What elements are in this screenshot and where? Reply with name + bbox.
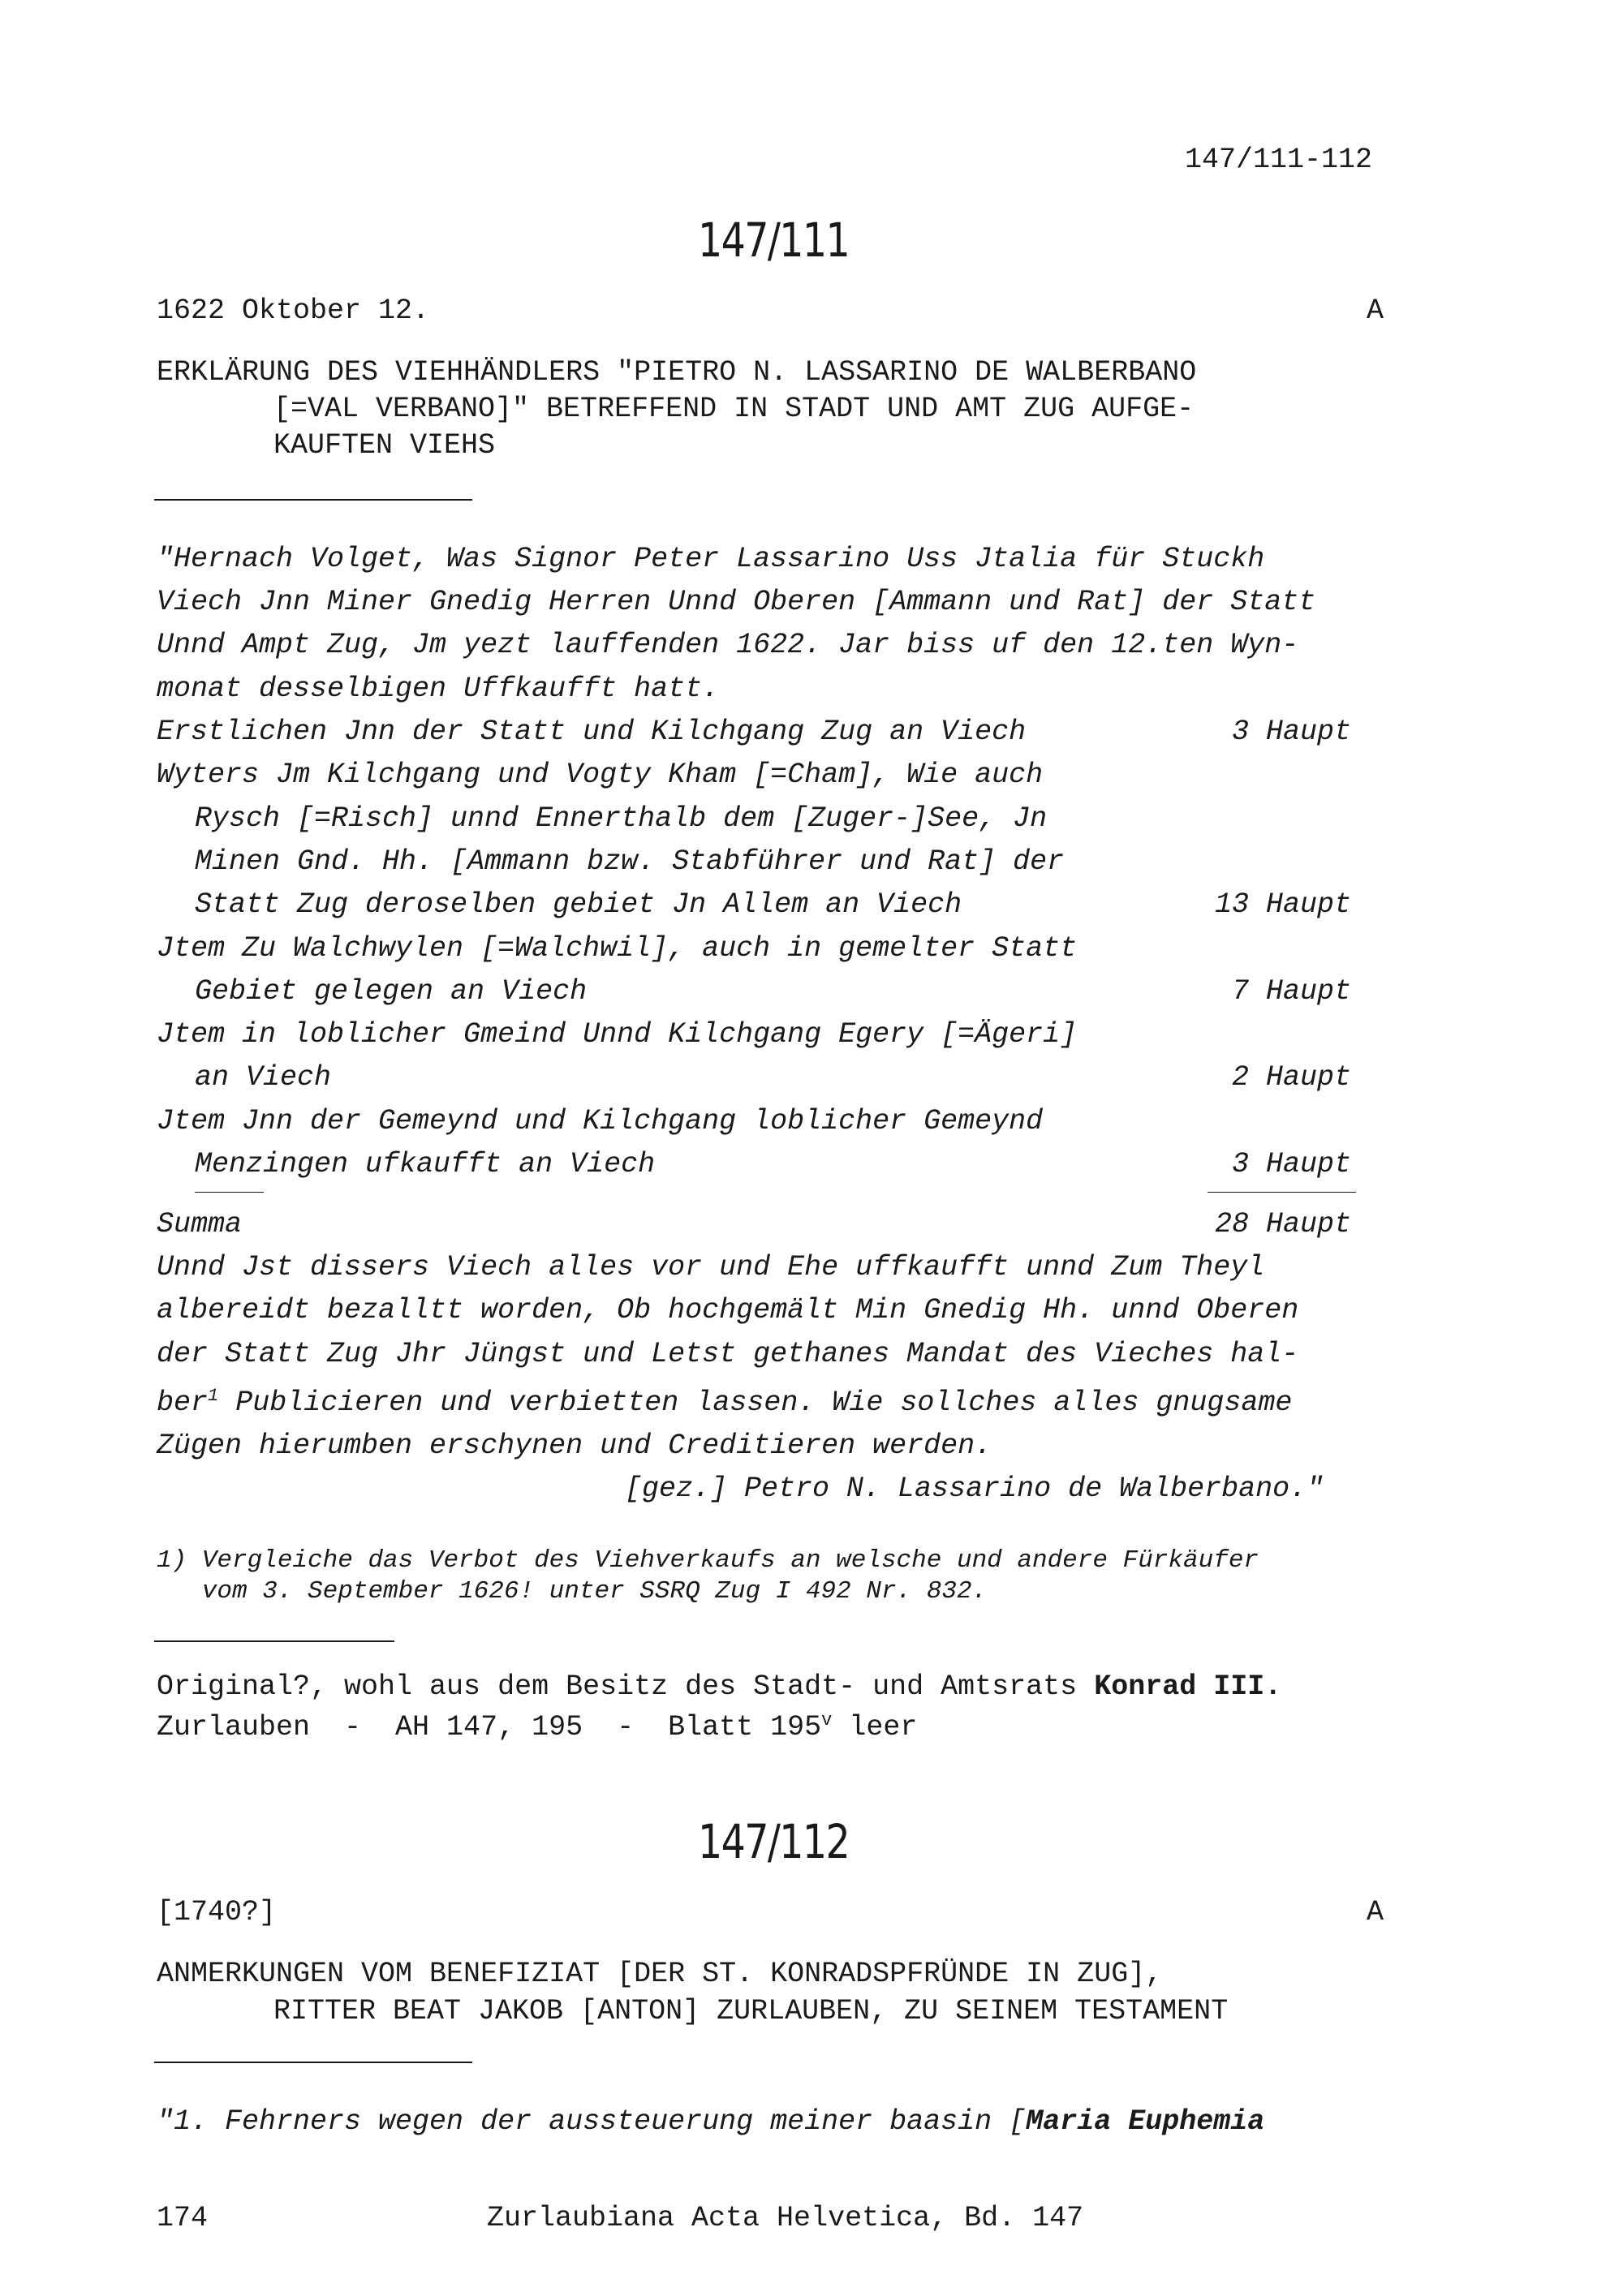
section-divider xyxy=(154,2062,472,2063)
source-line xyxy=(157,1670,1282,1703)
footnote-line: vom 3. September 1626! unter SSRQ Zug I 492 Nr. 832. xyxy=(157,1577,988,1606)
section-divider xyxy=(154,499,472,501)
source-text: Zurlauben - AH 147, 195 - Blatt 195 xyxy=(157,1711,822,1743)
footnote-ref: 1 xyxy=(208,1386,219,1406)
text-line xyxy=(157,2105,1265,2138)
source-line xyxy=(157,1712,917,1742)
page-number: 174 xyxy=(157,2202,209,2234)
item-count: 2 Haupt xyxy=(1231,1061,1351,1094)
list-item: Erstlichen Jnn der Statt und Kilchgang Zug an Viech xyxy=(157,716,1027,748)
summa-label: Summa xyxy=(157,1208,243,1240)
source-text: leer xyxy=(832,1711,918,1743)
text-line: Unnd Jst dissers Viech alles vor und Ehe uffkaufft unnd Zum Theyl xyxy=(157,1251,1265,1283)
text-line: albereidt bezalltt worden, Ob hochgemält Min Gnedig Hh. unnd Oberen xyxy=(157,1294,1299,1326)
text-line: der Statt Zug Jhr Jüngst und Letst gethanes Mandat des Vieches hal- xyxy=(157,1338,1299,1370)
footnote-line: 1) Vergleiche das Verbot des Viehverkaufs an welsche und andere Fürkäufer xyxy=(157,1546,1259,1575)
list-item-continuation: Statt Zug deroselben gebiet Jn Allem an Viech xyxy=(195,888,962,921)
text-line: Unnd Ampt Zug, Jm yezt lauffenden 1622. Jar biss uf den 12.ten Wyn- xyxy=(157,629,1299,661)
list-item-continuation: an Viech xyxy=(195,1061,332,1094)
person-name: Maria Euphemia xyxy=(1026,2105,1265,2138)
list-item: Wyters Jm Kilchgang und Vogty Kham [=Cham], Wie auch xyxy=(157,759,1044,791)
item-count: 13 Haupt xyxy=(1214,888,1351,921)
document-grade: A xyxy=(1367,1896,1384,1928)
title-line: ERKLÄRUNG DES VIEHHÄNDLERS "PIETRO N. LASSARINO DE WALBERBANO xyxy=(157,356,1197,389)
document-grade: A xyxy=(1367,295,1384,327)
text-line: monat desselbigen Uffkaufft hatt. xyxy=(157,673,720,705)
signature: [gez.] Petro N. Lassarino de Walberbano." xyxy=(625,1473,1324,1505)
summa-count: 28 Haupt xyxy=(1214,1208,1351,1240)
document-date: [1740?] xyxy=(157,1896,277,1928)
text-line: Zügen hierumben erschynen und Creditieren werden. xyxy=(157,1430,992,1462)
title-line: KAUFTEN VIEHS xyxy=(273,429,496,462)
item-count: 3 Haupt xyxy=(1231,1148,1351,1180)
source-name: Konrad III. xyxy=(1094,1670,1282,1703)
item-count: 7 Haupt xyxy=(1231,975,1351,1008)
document-date: 1622 Oktober 12. xyxy=(157,295,430,327)
sum-rule-left xyxy=(195,1192,264,1193)
list-item-continuation: Menzingen ufkaufft an Viech xyxy=(195,1148,656,1180)
item-count: 3 Haupt xyxy=(1231,716,1351,748)
source-text: Original?, wohl aus dem Besitz des Stadt- und Amtsrats xyxy=(157,1670,1095,1703)
list-item: Jtem Zu Walchwylen [=Walchwil], auch in gemelter Statt xyxy=(157,932,1078,965)
document-number: 147/112 xyxy=(698,1814,850,1869)
series-title: Zurlaubiana Acta Helvetica, Bd. 147 xyxy=(487,2202,1084,2234)
source-divider xyxy=(154,1640,394,1642)
title-line: ANMERKUNGEN VOM BENEFIZIAT [DER ST. KONRADSPFRÜNDE IN ZUG], xyxy=(157,1958,1163,1990)
text-line xyxy=(157,1387,1292,1417)
list-item-continuation: Gebiet gelegen an Viech xyxy=(195,975,588,1008)
list-item-continuation: Minen Gnd. Hh. [Ammann bzw. Stabführer und Rat] der xyxy=(195,845,1065,878)
sum-rule-right xyxy=(1208,1192,1356,1193)
text-line: "Hernach Volget, Was Signor Peter Lassarino Uss Jtalia für Stuckh xyxy=(157,543,1265,575)
text-fragment: Publicieren und verbietten lassen. Wie sollches alles gnugsame xyxy=(218,1387,1293,1419)
list-item: Jtem Jnn der Gemeynd und Kilchgang loblicher Gemeynd xyxy=(157,1105,1044,1137)
text-line: Viech Jnn Miner Gnedig Herren Unnd Oberen [Ammann und Rat] der Statt xyxy=(157,586,1316,618)
title-line: RITTER BEAT JAKOB [ANTON] ZURLAUBEN, ZU SEINEM TESTAMENT xyxy=(273,1995,1229,2027)
text-fragment: ber xyxy=(157,1387,209,1419)
title-line: [=VAL VERBANO]" BETREFFEND IN STADT UND AMT ZUG AUFGE- xyxy=(273,393,1195,425)
verso-mark: v xyxy=(821,1710,833,1731)
text-fragment: "1. Fehrners wegen der aussteuerung meiner baasin [ xyxy=(157,2105,1027,2138)
running-header: 147/111-112 xyxy=(1185,144,1373,176)
list-item: Jtem in loblicher Gmeind Unnd Kilchgang Egery [=Ägeri] xyxy=(157,1018,1078,1051)
list-item-continuation: Rysch [=Risch] unnd Ennerthalb dem [Zuger-]See, Jn xyxy=(195,802,1048,835)
document-number: 147/111 xyxy=(698,213,850,268)
